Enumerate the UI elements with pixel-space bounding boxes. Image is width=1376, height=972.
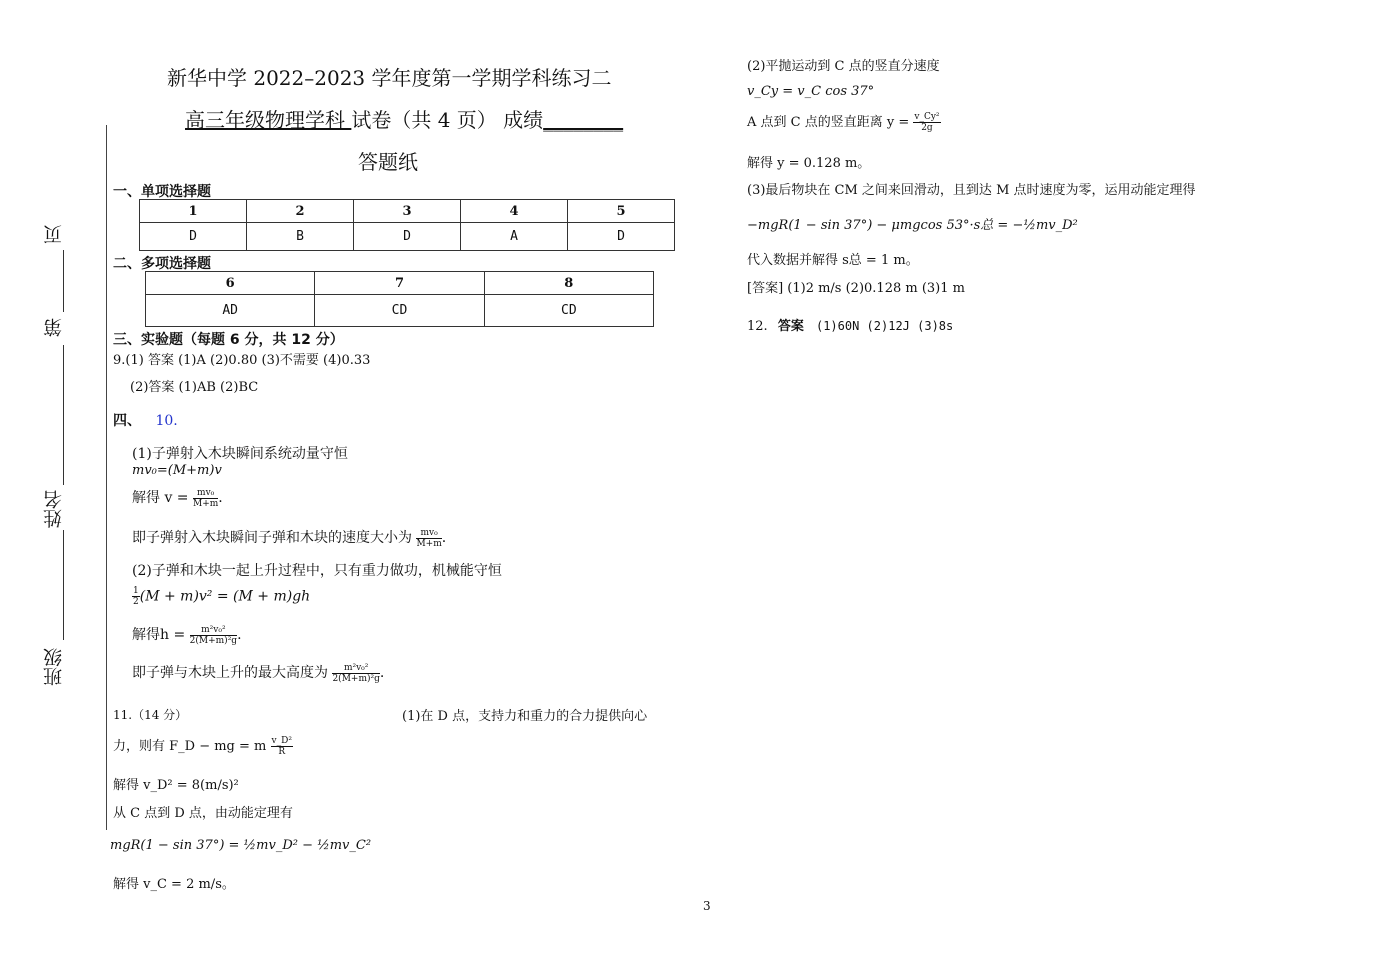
side-blank-line-3 [63,530,64,640]
right-line1: (2)平抛运动到 C 点的竖直分速度 [747,59,940,74]
frac-den: 2 [133,597,139,607]
question-number: 1 [140,200,247,223]
answer-cell: B [247,223,354,251]
q10-line3-prefix: 解得 v = [132,490,189,506]
q10-line4-prefix: 即子弹射入木块瞬间子弹和木块的速度大小为 [132,530,412,546]
side-label-seat-prefix: 第 [43,318,65,337]
table-row [140,223,675,251]
right-line3-prefix: A 点到 C 点的竖直距离 y = [747,115,910,130]
q10-line3: 解得 v = $\frac{\text{mv₀}}{M+m}$ . [132,487,223,509]
side-blank-line-2 [63,345,64,485]
side-label-class [40,648,67,686]
answer-cell: CD [315,295,484,327]
frac-num: mv₀ [416,528,441,539]
q9-answer-line1: 9.(1) 答案 (1)A (2)0.80 (3)不需要 (4)0.33 [113,353,371,368]
frac-num: 1 [133,586,139,596]
exam-subtitle [185,104,623,133]
q12-label: 答案 [777,319,804,334]
q10-line8: 即子弹与木块上升的最大高度为 $\frac{\text{m²v₀²}}{\text{2(M+m)²g}}$ . [132,662,385,684]
single-choice-table [139,199,675,251]
q10-line6 [132,586,310,607]
q11-line3: 解得 v_D² = 8(m/s)² [113,778,239,793]
q11-line4: 从 C 点到 D 点，由动能定理有 [113,806,293,821]
q10-line7-prefix: 解得h = [132,627,186,643]
page-title: 新华中学 2022–2023 学年度第一学期学科练习二 [167,66,612,90]
section3-heading: 三、实验题（每题 6 分，共 12 分） [113,332,344,348]
question-number: 2 [247,200,354,223]
score-blank[interactable]: ________ [543,108,624,132]
right-line2: v_Cy = v_C cos 37° [747,84,875,99]
q10-number: 10. [155,413,178,429]
section1-heading: 一、单项选择题 [113,184,211,200]
fraction-drop [913,112,940,133]
question-number: 6 [146,272,315,295]
question-number: 5 [568,200,675,223]
frac-num: v_Cy² [914,112,940,122]
multi-choice-table [145,271,654,327]
answer-cell: D [354,223,461,251]
question-number: 8 [484,272,653,295]
q12-answers: (1)60N (2)12J (3)8s [815,319,954,333]
fraction-half [132,586,140,607]
q11-line5: mgR(1 − sin 37°) = ½mv_D² − ½mv_C² [110,838,372,853]
frac-num: m²v₀² [190,625,237,636]
section4-label: 四、 [113,413,141,429]
q10-line2: mv₀=(M+m)v [132,463,222,478]
right-line8: [答案] (1)2 m/s (2)0.128 m (3)1 m [747,281,965,296]
answer-cell: A [461,223,568,251]
side-blank-line-1 [63,250,64,312]
right-line6: −mgR(1 − sin 37°) − μmgcos 53°·s总 = −½mv_D² [747,218,1078,233]
answer-cell: D [140,223,247,251]
side-label-page-suffix: 页 [43,225,65,244]
frac-den: M+m [193,498,219,509]
answer-cell: CD [484,295,653,327]
q10-line4: 即子弹射入木块瞬间子弹和木块的速度大小为 $\frac{\text{mv₀}}{M+m}$ . [132,527,447,549]
question-number: 4 [461,200,568,223]
q10-line7: 解得h = $\frac{\text{m²v₀²}}{\text{2(M+m)²g}}$ . [132,624,242,646]
q10-line5: (2)子弹和木块一起上升过程中，只有重力做功，机械能守恒 [132,563,502,579]
answer-sheet-heading: 答题纸 [358,150,418,174]
q11-label: 11.（14 分） [113,708,188,722]
side-label-seat [40,318,67,337]
binding-margin-line [106,125,107,830]
frac-den: 2(M+m)²g [332,673,380,684]
fraction-centripetal [271,736,293,757]
section2-heading: 二、多项选择题 [113,256,211,272]
fraction-velocity [193,488,218,509]
fraction-height [332,663,379,684]
q12-answer [747,315,953,334]
answer-cell: D [568,223,675,251]
q11-line1: (1)在 D 点，支持力和重力的合力提供向心 [402,709,648,724]
table-row [140,200,675,223]
question-number: 7 [315,272,484,295]
q12-number: 12. [747,319,768,334]
frac-num: m²v₀² [332,663,379,674]
question-number: 3 [354,200,461,223]
fraction-height [190,625,237,646]
q11-line2 [113,735,293,757]
side-label-page [40,225,67,244]
right-line4: 解得 y = 0.128 m。 [747,156,871,171]
right-line3 [747,111,941,133]
grade-subject: 高三年级物理学科 [185,108,352,132]
table-row [146,295,654,327]
page-number: 3 [703,899,711,913]
side-label-class-text: 班级 [43,648,65,686]
answer-cell: AD [146,295,315,327]
fraction-velocity [416,528,441,549]
side-label-name-text: 姓名 [43,490,65,528]
side-label-name [40,490,67,528]
q11-line2-prefix: 力，则有 F_D − mg = m [113,739,267,754]
frac-den: 2(M+m)²g [189,635,238,646]
right-line7: 代入数据并解得 s总 = 1 m。 [747,253,919,268]
frac-den: M+m [416,538,442,549]
q10-line8-prefix: 即子弹与木块上升的最大高度为 [132,665,328,681]
frac-num: v_D² [271,736,292,746]
section4-heading [113,410,178,430]
exam-pages-score: 试卷（共 4 页） 成绩 [351,108,544,132]
right-line5: (3)最后物块在 CM 之间来回滑动，且到达 M 点时速度为零，运用动能定理得 [747,183,1196,198]
frac-den: 2g [921,123,933,133]
q9-answer-line2: (2)答案 (1)AB (2)BC [130,380,259,395]
q11-line6: 解得 v_C = 2 m/s。 [113,877,235,892]
q10-line1: (1)子弹射入木块瞬间系统动量守恒 [132,446,348,462]
energy-equation: (M + m)v² = (M + m)gh [139,588,311,605]
table-row [146,272,654,295]
frac-den: R [278,747,286,757]
frac-num: mv₀ [193,488,218,499]
